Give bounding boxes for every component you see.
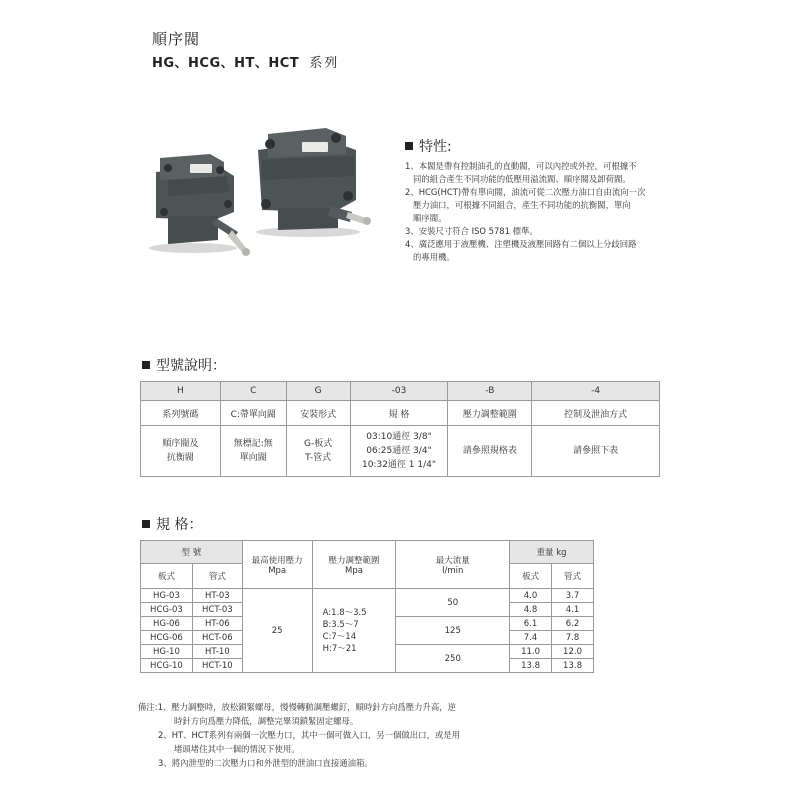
table-row: HG-03 HT-03 25 A:1.8～3.5 B:3.5～7 C:7～14 H:7～21 50 4.0 3.7 [141, 589, 594, 603]
feature-line: 4、廣泛應用于液壓機、注塑機及液壓回路有二個以上分歧回路 [405, 239, 637, 249]
note-line: 備注:1、壓力調整時，放松鎖緊螺母，慢慢轉動調壓螺釘，順時針方向爲壓力升高，逆 [138, 702, 457, 712]
label-cell: 規 格 [350, 401, 448, 426]
header-w-pipe: 管式 [552, 564, 594, 589]
header-w-plate: 板式 [510, 564, 552, 589]
model-code-table [140, 381, 660, 477]
code-cell: C [220, 382, 286, 401]
header-pipe: 管式 [192, 564, 242, 589]
features-list [405, 160, 695, 264]
table-row: HCG-06 HCT-06 7.4 7.8 [141, 631, 594, 645]
flow-cell: 250 [396, 645, 510, 673]
model-desc-row [141, 426, 660, 477]
feature-line: 同的組合產生不同功能的低壓用溢流閥、順序閥及卸荷閥。 [413, 174, 631, 184]
table-row: HCG-03 HCT-03 4.8 4.1 [141, 603, 594, 617]
header-max-pressure: 最高使用壓力 Mpa [242, 541, 312, 589]
feature-line: 順序閥。 [413, 213, 447, 223]
flow-cell: 50 [396, 589, 510, 617]
note-line: 2、HT、HCT系列有兩個一次壓力口，其中一個可做入口，另一個做出口，或是用 [158, 730, 461, 740]
table-row: HG-10 HT-10 250 11.0 12.0 [141, 645, 594, 659]
spec-header-row [141, 541, 594, 564]
desc-cell: 無標記:無 單向閥 [220, 426, 286, 477]
table-row: HG-06 HT-06 125 6.1 6.2 [141, 617, 594, 631]
label-cell: 控制及泄油方式 [532, 401, 660, 426]
note-line: 3、將內泄型的二次壓力口和外泄型的泄油口直接通油箱。 [158, 758, 373, 768]
feature-line: 2、HCG(HCT)帶有單向閥，油流可從二次壓力油口自由流向一次 [405, 187, 646, 197]
model-names: HG、HCG、HT、HCT [152, 56, 300, 71]
square-bullet-icon [142, 361, 150, 369]
series-label: 系列 [309, 56, 340, 71]
small-valve [149, 154, 250, 256]
label-cell: 壓力調整範圍 [448, 401, 532, 426]
desc-cell: 順序閥及 抗衡閥 [141, 426, 221, 477]
note-line: 堵頭堵住其中一個的情況下使用。 [174, 744, 300, 754]
large-valve [256, 128, 371, 237]
square-bullet-icon [405, 142, 413, 150]
header-range: 壓力調整範圍 Mpa [312, 541, 396, 589]
features-section [405, 136, 695, 264]
feature-line: 的專用機。 [413, 252, 455, 262]
hydraulic-valve-pair-image [138, 120, 388, 280]
desc-cell: 請參照下表 [532, 426, 660, 477]
code-cell: -4 [532, 382, 660, 401]
max-pressure-cell: 25 [242, 589, 312, 673]
model-code-row [141, 382, 660, 401]
header-flow: 最大流量 l/min [396, 541, 510, 589]
label-cell: C:帶單向閥 [220, 401, 286, 426]
header-model: 型 號 [141, 541, 243, 564]
square-bullet-icon [142, 520, 150, 528]
code-cell: H [141, 382, 221, 401]
label-cell: 安裝形式 [286, 401, 350, 426]
series-subtitle [152, 52, 339, 71]
features-heading: 特性: [405, 136, 695, 156]
label-cell: 系列號碼 [141, 401, 221, 426]
desc-cell: 請參照規格表 [448, 426, 532, 477]
spec-heading: 規 格： [142, 514, 202, 534]
table-row: HCG-10 HCT-10 13.8 13.8 [141, 659, 594, 673]
flow-cell: 125 [396, 617, 510, 645]
page-title: 順序閥 [152, 30, 201, 48]
feature-line: 3、安裝尺寸符合 ISO 5781 標準。 [405, 226, 538, 236]
notes-section [138, 700, 518, 770]
model-heading: 型號說明： [142, 355, 226, 375]
header-weight: 重量 kg [510, 541, 594, 564]
desc-cell: G-板式 T-管式 [286, 426, 350, 477]
code-cell: -B [448, 382, 532, 401]
spec-table [140, 540, 594, 673]
feature-line: 1、本閥是帶有控制油孔的直動閥，可以內控或外控，可根據不 [405, 161, 637, 171]
header-plate: 板式 [141, 564, 193, 589]
feature-line: 壓力油口，可根據不同組合，產生不同功能的抗衡閥，單向 [413, 200, 631, 210]
desc-cell: 03:10通徑 3/8" 06:25通徑 3/4" 10:32通徑 1 1/4" [350, 426, 448, 477]
model-label-row [141, 401, 660, 426]
code-cell: G [286, 382, 350, 401]
code-cell: -03 [350, 382, 448, 401]
pressure-range-cell: A:1.8～3.5 B:3.5～7 C:7～14 H:7～21 [312, 589, 396, 673]
note-line: 時針方向爲壓力降低，調整完畢須鎖緊固定螺母。 [174, 716, 359, 726]
